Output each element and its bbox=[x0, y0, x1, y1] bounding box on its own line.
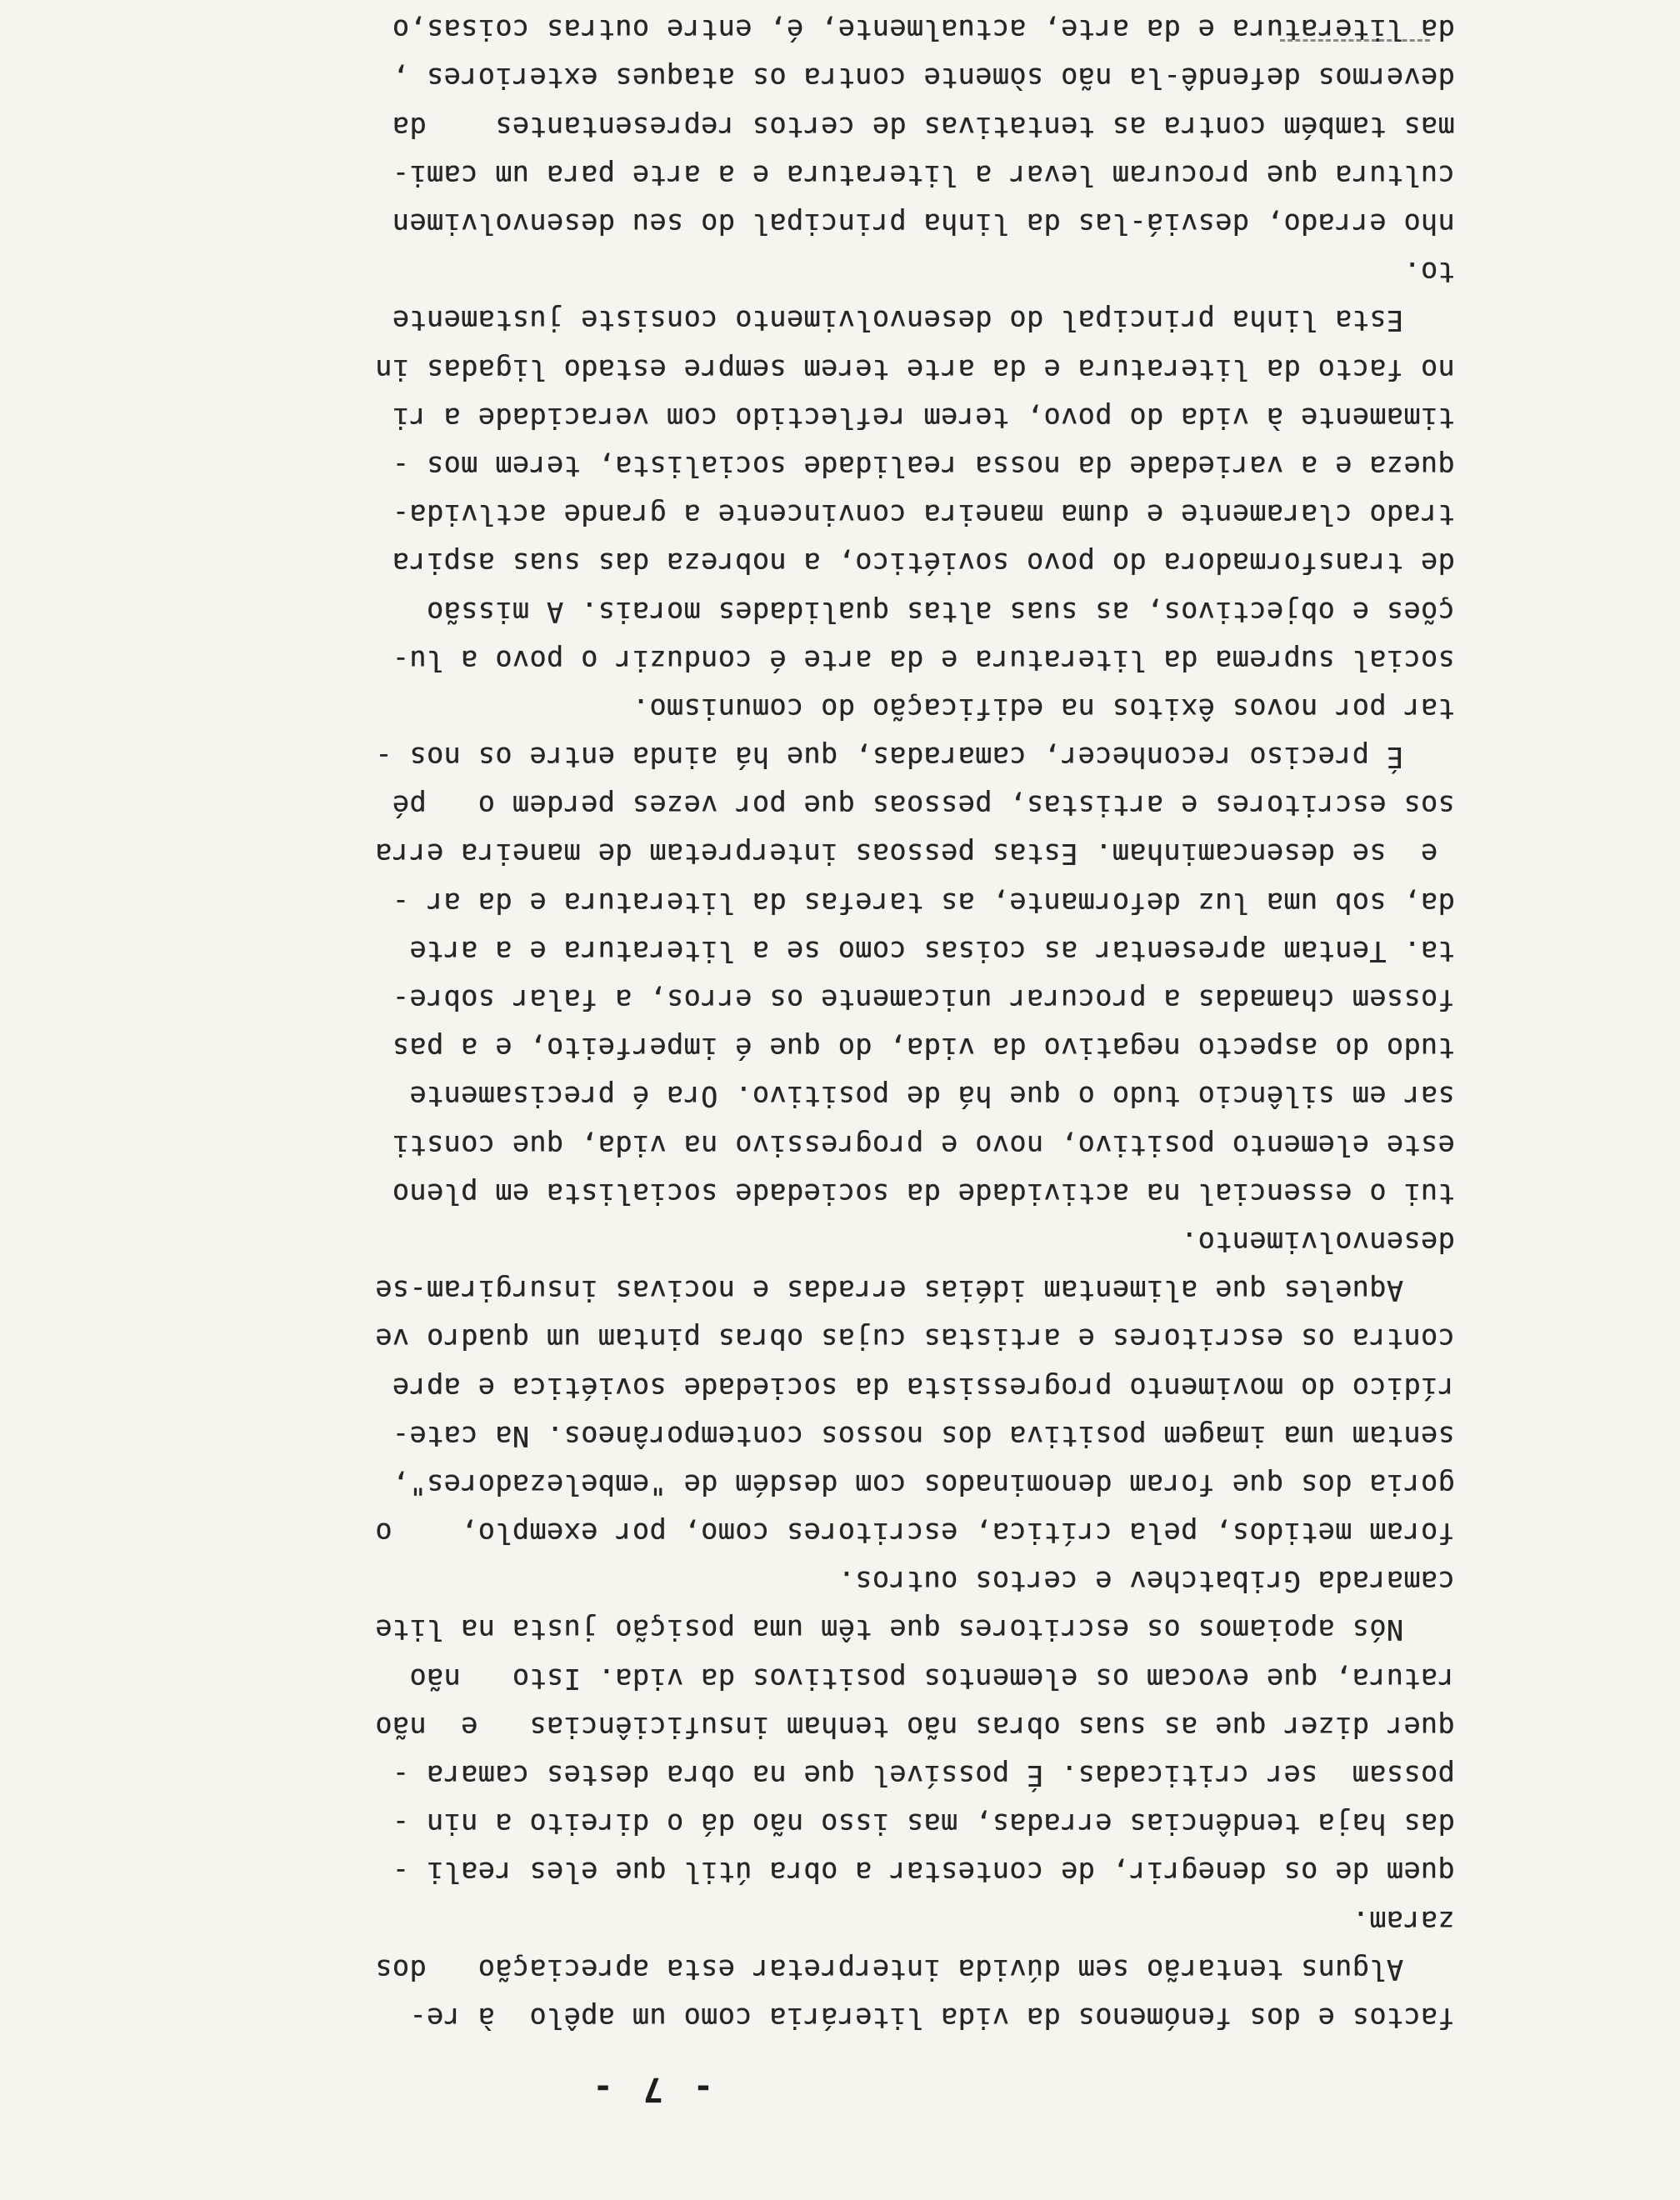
text-line: fossem chamadas a procurar unicamente os erros, a falar sobre- bbox=[392, 983, 1455, 1017]
text-line: Esta linha principal do desenvolvimento consiste justamente bbox=[392, 304, 1455, 338]
text-line: goria dos que foram denominados com desdém de "embelezadores", bbox=[392, 1468, 1455, 1501]
text-line: zaram. bbox=[1352, 1904, 1455, 1938]
text-line: sentam uma imagem positiva dos nossos contemporâneos. Na cate- bbox=[392, 1419, 1455, 1452]
text-line: devermos defendê-la não sòmente contra os ataques exteriores , bbox=[392, 62, 1455, 95]
text-line: possam ser criticadas. É possível que na obra destes camara - bbox=[392, 1759, 1455, 1792]
page-number: - 7 - bbox=[588, 2070, 713, 2108]
text-line bbox=[155, 0, 1455, 5]
typewriter-smudge bbox=[1280, 34, 1430, 42]
text-line: no facto da literatura e da arte terem sempre estado ligadas in bbox=[375, 352, 1455, 386]
text-line: rídico do movimento progressista da sociedade soviética e apre bbox=[392, 1371, 1455, 1404]
text-line: tui o essencial na actividade da sociedade socialista em pleno bbox=[392, 1177, 1455, 1210]
text-line: cultura que procuram levar a literatura e a arte para um cami- bbox=[392, 158, 1455, 192]
text-line: timamente à vida do povo, terem reflectido com veracidade a ri bbox=[392, 401, 1455, 434]
text-line: queza e a variedade da nossa realidade socialista, terem mos - bbox=[392, 450, 1455, 482]
text-line: e se desencaminham. Estas pessoas interpretam de maneira erra bbox=[375, 838, 1455, 871]
text-line: tudo do aspecto negativo da vida, do que é imperfeito, e a pas bbox=[392, 1032, 1455, 1065]
text-line: sar em silêncio tudo o que há de positivo. Ora é precisamente bbox=[409, 1080, 1455, 1113]
text-line: este elemento positivo, novo e progressivo na vida, que consti bbox=[392, 1128, 1455, 1162]
text-line: da, sob uma luz deformante, as tarefas da literatura e da ar - bbox=[392, 886, 1455, 919]
text-line: camarada Gribatchev e certos outros. bbox=[838, 1565, 1455, 1598]
text-line: foram metidos, pela crítica, escritores como, por exemplo, o bbox=[375, 1517, 1455, 1550]
text-line: ratura, que evocam os elementos positivos da vida. Isto não bbox=[409, 1662, 1455, 1695]
text-line: É preciso reconhecer, camaradas, que há ainda entre os nos - bbox=[375, 741, 1455, 774]
text-line: Aqueles que alimentam idéias erradas e nocivas insurgiram-se bbox=[375, 1274, 1455, 1308]
text-line: de transformadora do povo soviético, a nobreza das suas aspira bbox=[392, 547, 1455, 580]
text-line: tar por novos êxitos na edificação do comunismo. bbox=[632, 692, 1455, 725]
text-line: factos e dos fenómenos da vida literária como um apêlo à re- bbox=[409, 2002, 1455, 2034]
text-line: das haja tendências erradas, mas isso não dá o direito a nin - bbox=[392, 1808, 1455, 1841]
text-line: trado claramente e duma maneira convincente a grande actlvida- bbox=[392, 498, 1455, 532]
text-line: da literatura e da arte, actualmente, é, entre outras coisas,o bbox=[392, 13, 1455, 47]
text-line: sos escritores e artistas, pessoas que por vezes perdem o pé bbox=[392, 789, 1455, 822]
text-line: social suprema da literatura e da arte é conduzir o povo a lu- bbox=[392, 643, 1455, 677]
text-line: quer dizer que as suas obras não tenham insuficiências e não bbox=[375, 1710, 1455, 1743]
text-line: Alguns tentarão sem dúvida interpretar esta apreciação dos bbox=[375, 1952, 1455, 1986]
text-line: ta. Tentam apresentar as coisas como se a literatura e a arte bbox=[409, 934, 1455, 968]
text-line: ções e objectivos, as suas altas qualidades morais. A missão bbox=[426, 595, 1455, 628]
text-line: desenvolvimento. bbox=[1180, 1226, 1455, 1258]
text-line: contra os escritores e artistas cujas obras pintam um quadro ve bbox=[375, 1322, 1455, 1356]
text-line: quem de os denegrir, de contestar a obra útil que eles reali - bbox=[392, 1856, 1455, 1889]
text-line: Nós apoiamos os escritores que têm uma posição justa na lite bbox=[375, 1613, 1455, 1647]
text-line: mas também contra as tentativas de certos representantes da bbox=[392, 110, 1455, 143]
text-line: to. bbox=[1403, 256, 1455, 289]
body-text bbox=[155, 0, 1455, 2042]
text-line: nho errado, desviá-las da linha principal do seu desenvolvimen bbox=[392, 208, 1455, 241]
